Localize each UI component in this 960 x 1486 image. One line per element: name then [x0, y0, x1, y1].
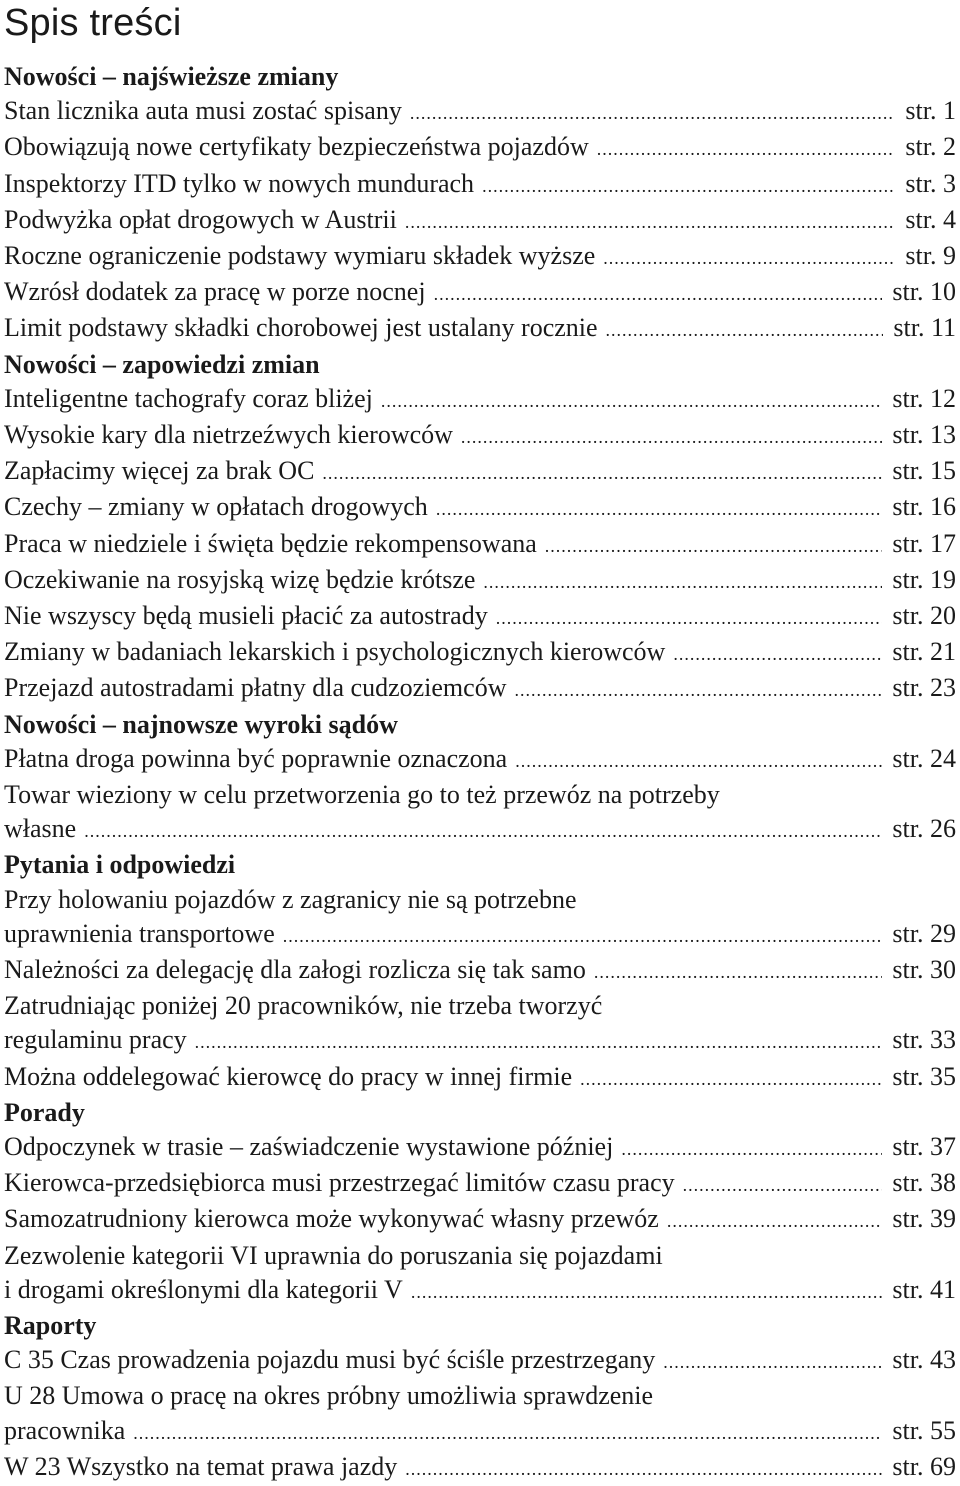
toc-entry[interactable] — [4, 1239, 956, 1309]
toc-entry-title: Wzrósł dodatek za pracę w porze nocnej — [4, 277, 426, 307]
dot-leader — [434, 277, 883, 311]
toc-entry-title-line: U 28 Umowa o pracę na okres próbny umożliwia sprawdzenie — [4, 1381, 654, 1411]
toc-entry-title-line: Przy holowaniu pojazdów z zagranicy nie są potrzebne — [4, 884, 577, 914]
toc-entry[interactable] — [4, 1450, 956, 1486]
toc-entry[interactable] — [4, 239, 956, 275]
toc-entry-title: Odpoczynek w trasie – zaświadczenie wystawione później — [4, 1132, 614, 1162]
toc-entry-title: Nie wszyscy będą musieli płacić za autostrady — [4, 601, 488, 631]
page-number: str. 39 — [892, 1204, 956, 1234]
page-number: str. 43 — [892, 1345, 956, 1375]
page-number: str. 3 — [905, 168, 956, 198]
page-number: str. 20 — [892, 601, 956, 631]
page-number: str. 12 — [892, 383, 956, 413]
dot-leader — [545, 529, 883, 563]
page-number: str. 69 — [892, 1451, 956, 1481]
dot-leader — [410, 96, 896, 130]
section-heading: Nowości – zapowiedzi zmian — [4, 349, 320, 379]
dot-leader — [683, 1168, 883, 1202]
toc-entry[interactable] — [4, 989, 956, 1059]
toc-entry-title: Praca w niedziele i święta będzie rekompensowana — [4, 528, 537, 558]
toc-entry[interactable] — [4, 1379, 956, 1449]
toc-entry-title: Kierowca-przedsiębiorca musi przestrzegać limitów czasu pracy — [4, 1168, 675, 1198]
page-number: str. 24 — [892, 743, 956, 773]
toc-entry-title: regulaminu pracy — [4, 1025, 187, 1055]
toc-entry[interactable] — [4, 1202, 956, 1238]
toc-entry-title: Należności za delegację dla załogi rozlicza się tak samo — [4, 955, 586, 985]
toc-entry-title: Samozatrudniony kierowca może wykonywać własny przewóz — [4, 1204, 659, 1234]
toc-entry[interactable] — [4, 953, 956, 989]
section-heading: Nowości – najświeższe zmiany — [4, 62, 339, 91]
toc-entry-title: Zapłacimy więcej za brak OC — [4, 456, 315, 486]
dot-leader — [496, 601, 883, 635]
toc-entry-title: Inspektorzy ITD tylko w nowych mundurach — [4, 168, 475, 198]
page-number: str. 4 — [905, 204, 956, 234]
dot-leader — [515, 744, 882, 778]
toc-entry[interactable] — [4, 527, 956, 563]
toc-entry[interactable] — [4, 742, 956, 778]
dot-leader — [514, 673, 882, 707]
toc-entry-title: Roczne ograniczenie podstawy wymiaru składek wyższe — [4, 241, 596, 270]
page-title: Spis treści — [4, 2, 182, 44]
table-of-contents-page — [4, 0, 956, 1486]
dot-leader — [461, 420, 883, 454]
toc-entry-title: pracownika — [4, 1415, 126, 1445]
toc-entry[interactable] — [4, 418, 956, 454]
toc-entry-title: Przejazd autostradami płatny dla cudzoziemców — [4, 673, 507, 703]
page-number: str. 41 — [892, 1274, 956, 1304]
dot-leader — [663, 1345, 882, 1379]
page-number: str. 21 — [892, 637, 956, 667]
toc-entry-title: uprawnienia transportowe — [4, 918, 275, 948]
page-number: str. 16 — [892, 492, 956, 522]
page-number: str. 17 — [892, 528, 956, 558]
toc-entry-title: Obowiązują nowe certyfikaty bezpieczeństwa pojazdów — [4, 132, 589, 162]
page-number: str. 10 — [892, 277, 956, 307]
toc-entry[interactable] — [4, 94, 956, 130]
toc-entry[interactable] — [4, 599, 956, 635]
dot-leader — [84, 814, 882, 848]
toc-entry[interactable] — [4, 635, 956, 671]
page-number: str. 19 — [892, 564, 956, 594]
toc-entry[interactable] — [4, 778, 956, 848]
toc-entry[interactable] — [4, 883, 956, 953]
page-number: str. 23 — [892, 673, 956, 703]
dot-leader — [580, 1062, 882, 1096]
page-number: str. 1 — [905, 96, 956, 126]
toc-entry[interactable] — [4, 167, 956, 203]
toc-entry[interactable] — [4, 382, 956, 418]
dot-leader — [195, 1025, 883, 1059]
toc-entry-title: Można oddelegować kierowcę do pracy w innej firmie — [4, 1061, 573, 1091]
toc-entry[interactable] — [4, 1060, 956, 1096]
toc-entry[interactable] — [4, 563, 956, 599]
toc-entry-title: C 35 Czas prowadzenia pojazdu musi być ściśle przestrzegany — [4, 1345, 656, 1375]
dot-leader — [594, 955, 883, 989]
toc-entry-title: Wysokie kary dla nietrzeźwych kierowców — [4, 420, 453, 449]
dot-leader — [483, 565, 882, 599]
dot-leader — [405, 1452, 882, 1486]
toc-entry-title: i drogami określonymi dla kategorii V — [4, 1274, 403, 1304]
section-heading: Raporty — [4, 1311, 97, 1341]
dot-leader — [621, 1132, 882, 1166]
toc-entry[interactable] — [4, 490, 956, 526]
toc-entry-title: Podwyżka opłat drogowych w Austrii — [4, 204, 397, 234]
page-number: str. 26 — [892, 814, 956, 844]
toc-entry-title: Limit podstawy składki chorobowej jest ustalany rocznie — [4, 313, 598, 343]
dot-leader — [673, 637, 882, 671]
toc-entry-title: Płatna droga powinna być poprawnie oznaczona — [4, 743, 508, 773]
dot-leader — [436, 492, 883, 526]
dot-leader — [405, 205, 896, 239]
toc-entry[interactable] — [4, 1166, 956, 1202]
toc-entry-title-line: Zatrudniając poniżej 20 pracowników, nie trzeba tworzyć — [4, 991, 603, 1021]
page-number: str. 9 — [905, 241, 956, 270]
dot-leader — [606, 313, 884, 347]
toc-entry[interactable] — [4, 1343, 956, 1379]
section-heading: Pytania i odpowiedzi — [4, 850, 236, 880]
page-number: str. 55 — [892, 1415, 956, 1445]
toc-entry[interactable] — [4, 311, 956, 347]
dot-leader — [411, 1275, 883, 1309]
page-number: str. 30 — [892, 955, 956, 985]
dot-leader — [133, 1416, 882, 1450]
dot-leader — [322, 456, 882, 490]
page-number: str. 35 — [892, 1061, 956, 1091]
toc-entry-title: własne — [4, 814, 77, 844]
page-number: str. 2 — [905, 132, 956, 162]
toc-entry[interactable] — [4, 130, 956, 166]
page-number: str. 38 — [892, 1168, 956, 1198]
page-number: str. 13 — [892, 420, 956, 449]
toc-entry[interactable] — [4, 1130, 956, 1166]
toc-entry-title-line: Zezwolenie kategorii VI uprawnia do poruszania się pojazdami — [4, 1240, 663, 1270]
toc-entry[interactable] — [4, 275, 956, 311]
toc-entry-title: Czechy – zmiany w opłatach drogowych — [4, 492, 428, 522]
page-number: str. 29 — [892, 918, 956, 948]
toc-entry-title: Stan licznika auta musi zostać spisany — [4, 96, 402, 126]
toc-entry[interactable] — [4, 203, 956, 239]
toc-entry[interactable] — [4, 671, 956, 707]
dot-leader — [482, 169, 895, 203]
page-number: str. 33 — [892, 1025, 956, 1055]
toc-entry-title: Oczekiwanie na rosyjską wizę będzie krótsze — [4, 564, 476, 594]
toc-entry-title: W 23 Wszystko na temat prawa jazdy — [4, 1451, 398, 1481]
section-heading: Porady — [4, 1097, 85, 1127]
section-heading: Nowości – najnowsze wyroki sądów — [4, 709, 398, 739]
dot-leader — [283, 919, 883, 953]
toc-entry-title: Inteligentne tachografy coraz bliżej — [4, 383, 373, 413]
toc-list — [4, 60, 956, 1486]
toc-entry-title-line: Towar wieziony w celu przetworzenia go to też przewóz na potrzeby — [4, 780, 720, 810]
toc-entry-title: Zmiany w badaniach lekarskich i psychologicznych kierowców — [4, 637, 666, 667]
dot-leader — [603, 241, 895, 275]
dot-leader — [597, 132, 896, 166]
dot-leader — [667, 1204, 883, 1238]
page-number: str. 37 — [892, 1132, 956, 1162]
page-number: str. 11 — [893, 313, 956, 343]
toc-entry[interactable] — [4, 454, 956, 490]
dot-leader — [381, 384, 883, 418]
page-number: str. 15 — [892, 456, 956, 486]
